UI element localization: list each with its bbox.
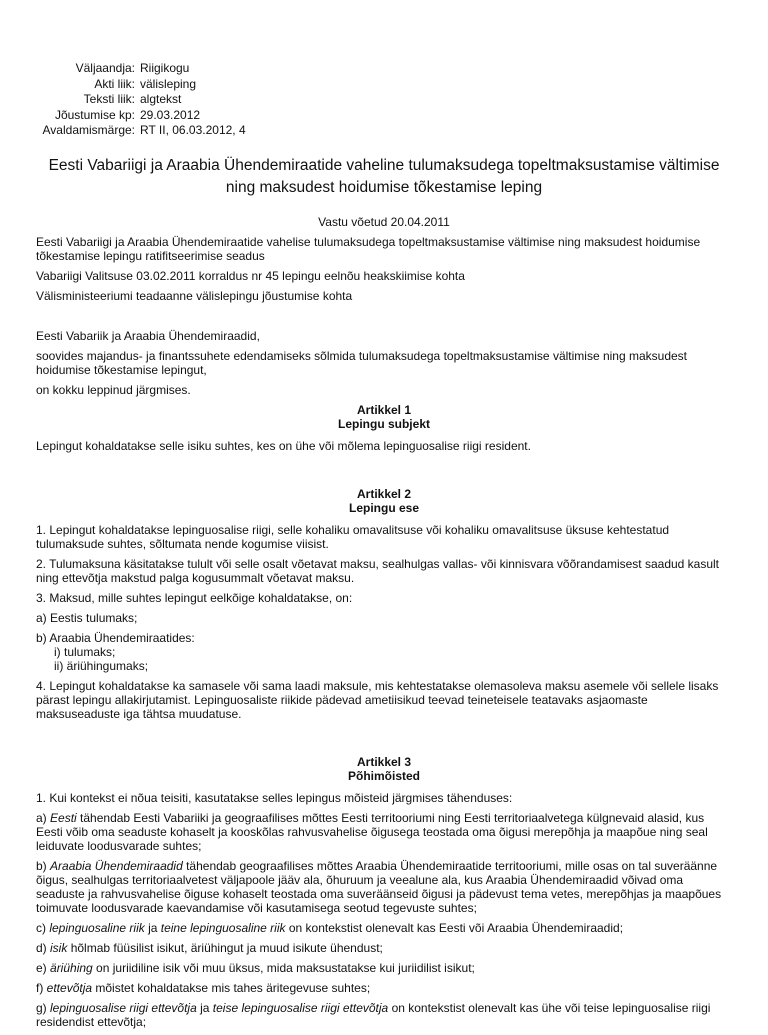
item-marker: e) [36, 961, 51, 975]
defined-term: teise lepinguosalise riigi ettevõtja [212, 1001, 389, 1015]
preamble-line: on kokku leppinud järgmises. [36, 383, 191, 397]
document-body [36, 215, 732, 1035]
meta-row [36, 108, 246, 124]
item-marker: d) [36, 941, 51, 955]
definition-text: ja [196, 1001, 213, 1015]
article-name: Lepingu ese [348, 501, 419, 515]
meta-label: Väljaandja: [75, 61, 135, 75]
reference-link: Välisministeeriumi teadaanne välislepingu jõustumise kohta [36, 289, 353, 303]
article-2-para-2: 2. Tulumaksuna käsitatakse tulult või selle osalt võetavat maksu, sealhulgas vallas- või kinnisvara võõrandamisest saadud kasult ning ettevõtja makstud palga kogusummalt võetavat maksu. [36, 557, 720, 585]
definition-text: tähendab Eesti Vabariiki ja geograafilises mõttes Eesti territooriumi ning Eesti territoriaalvetega külgnevaid alasid, kus Eesti võib oma seaduste kohaselt ja kooskõlas rahvusvahelise õigusega teostada oma õigusi merepõhja ja maapõue ning seal leiduvate loodusvarade suhtes; [36, 811, 708, 853]
article-2-item-b-ii: ii) äriühingumaks; [54, 659, 149, 673]
article-3-def-g [36, 1001, 732, 1029]
meta-value: RT II, 06.03.2012, 4 [140, 123, 246, 137]
defined-term: lepinguosalise riigi ettevõtja [50, 1001, 197, 1015]
article-3-def-b [36, 859, 732, 915]
definition-text: on kontekstist olenevalt kas ühe või teise lepinguosalise riigi residendist ettevõtja; [36, 1001, 711, 1029]
document-metadata [36, 61, 246, 139]
article-2-item-b: b) Araabia Ühendemiraatides: [36, 631, 195, 645]
meta-label: Jõustumise kp: [54, 107, 135, 122]
article-3-heading [36, 755, 732, 783]
article-name: Lepingu subjekt [337, 417, 430, 431]
spacer [36, 309, 732, 329]
preamble-line: soovides majandus- ja finantssuhete edendamiseks sõlmida tulumaksudega topeltmaksustamise vältimise ning maksudest hoidumise tõkestamise lepingut, [36, 349, 687, 377]
meta-label: Avaldamismärge: [42, 123, 135, 137]
meta-row [36, 77, 246, 93]
definition-text: tähendab geograafilises mõttes Araabia Ühendemiraatide territooriumi, mille osas on tal suveräänne õigus, sealhulgas territoriaalvetest väljapoole jääv ala, õhuruum ja veealune ala, kus Araabia Ühendemiraadid võivad oma seaduste ja rahvusvahelise õiguse kohaselt teostada oma suveräänseid õigusi ja pädevust tema vetes, merepõhjas ja maapõues toimuvate loodusvarade kaevandamise või kasutamisega seotud tegevuste suhtes; [36, 859, 722, 915]
meta-value: 29.03.2012 [140, 107, 201, 122]
defined-term: lepinguosaline riik [49, 921, 145, 935]
item-marker: g) [36, 1001, 51, 1015]
adoption-date: Vastu võetud 20.04.2011 [318, 215, 450, 229]
document-title: Eesti Vabariigi ja Araabia Ühendemiraatide vaheline tulumaksudega topeltmaksustamise vältimise ning maksudest hoidumise tõkestamise leping [48, 157, 720, 196]
meta-row [36, 61, 246, 77]
article-name: Põhimõisted [347, 769, 420, 783]
defined-term: äriühing [50, 961, 93, 975]
item-marker: b) [36, 859, 51, 873]
preamble-line: Eesti Vabariik ja Araabia Ühendemiraadid, [36, 329, 260, 343]
article-2-item-a: a) Eestis tulumaks; [36, 611, 138, 625]
definition-text: ja [144, 921, 161, 935]
article-1-heading [36, 403, 732, 431]
article-2-para-3: 3. Maksud, mille suhtes lepingut eelkõige kohaldatakse, on: [36, 591, 353, 605]
definition-text: on kontekstist olenevalt kas Eesti või Araabia Ühendemiraadid; [285, 921, 624, 935]
meta-label: Akti liik: [94, 76, 135, 91]
article-3-para-1: 1. Kui kontekst ei nõua teisiti, kasutatakse selles lepingus mõisteid järgmises tähenduses: [36, 791, 513, 805]
reference-link: Vabariigi Valitsuse 03.02.2011 korraldus nr 45 lepingu eelnõu heakskiimise kohta [36, 269, 465, 283]
definition-text: mõistet kohaldatakse mis tahes äritegevuse suhtes; [92, 981, 371, 995]
article-3-def-f [36, 981, 732, 995]
article-number: Artikkel 3 [356, 755, 412, 769]
defined-term: Araabia Ühendemiraadid [50, 859, 183, 873]
item-marker: c) [36, 921, 50, 935]
article-number: Artikkel 1 [356, 403, 412, 417]
article-2-heading [36, 487, 732, 515]
defined-term: Eesti [50, 811, 77, 825]
item-marker: f) [36, 981, 47, 995]
defined-term: teine lepinguosaline riik [160, 921, 286, 935]
defined-term: ettevõtja [46, 981, 93, 995]
spacer [36, 727, 732, 755]
article-1-text: Lepingut kohaldatakse selle isiku suhtes, kes on ühe või mõlema lepinguosalise riigi resident. [36, 439, 531, 453]
definition-text: hõlmab füüsilist isikut, äriühingut ja muud isikute ühendust; [67, 941, 383, 955]
article-3-def-e [36, 961, 732, 975]
article-2-para-4: 4. Lepingut kohaldatakse ka samasele või sama laadi maksule, mis kehtestatakse olemasoleva maksu asemele või sellele lisaks pärast lepingu allakirjutamist. Lepinguosaliste riikide pädevad ametiisikud teevad teineteisele teatavaks asjaomaste maksuseaduste iga tähtsa muudatuse. [36, 679, 719, 721]
article-3-def-a [36, 811, 732, 853]
reference-link: Eesti Vabariigi ja Araabia Ühendemiraatide vahelise tulumaksudega topeltmaksustamise vältimise ning maksudest hoidumise tõkestamise lepingu ratifitseerimise seadus [36, 235, 701, 263]
meta-value: algtekst [140, 92, 182, 106]
item-marker: a) [36, 811, 51, 825]
meta-label: Teksti liik: [83, 92, 135, 106]
meta-row [36, 123, 246, 139]
article-2-item-b-i: i) tulumaks; [54, 645, 116, 659]
definition-text: on juriidiline isik või muu üksus, mida maksustatakse kui juriidilist isikut; [92, 961, 475, 975]
spacer [36, 459, 732, 487]
article-3-def-d [36, 941, 732, 955]
defined-term: isik [50, 941, 68, 955]
article-3-def-c [36, 921, 732, 935]
meta-value: Riigikogu [140, 61, 190, 75]
article-2-para-1: 1. Lepingut kohaldatakse lepinguosalise riigi, selle kohaliku omavalitsuse või kohaliku omavalitsuse üksuse kehtestatud tulumaksude suhtes, sõltumata nende kogumise viisist. [36, 523, 670, 551]
meta-value: välisleping [140, 76, 197, 91]
meta-row [36, 92, 246, 108]
article-number: Artikkel 2 [356, 487, 412, 501]
